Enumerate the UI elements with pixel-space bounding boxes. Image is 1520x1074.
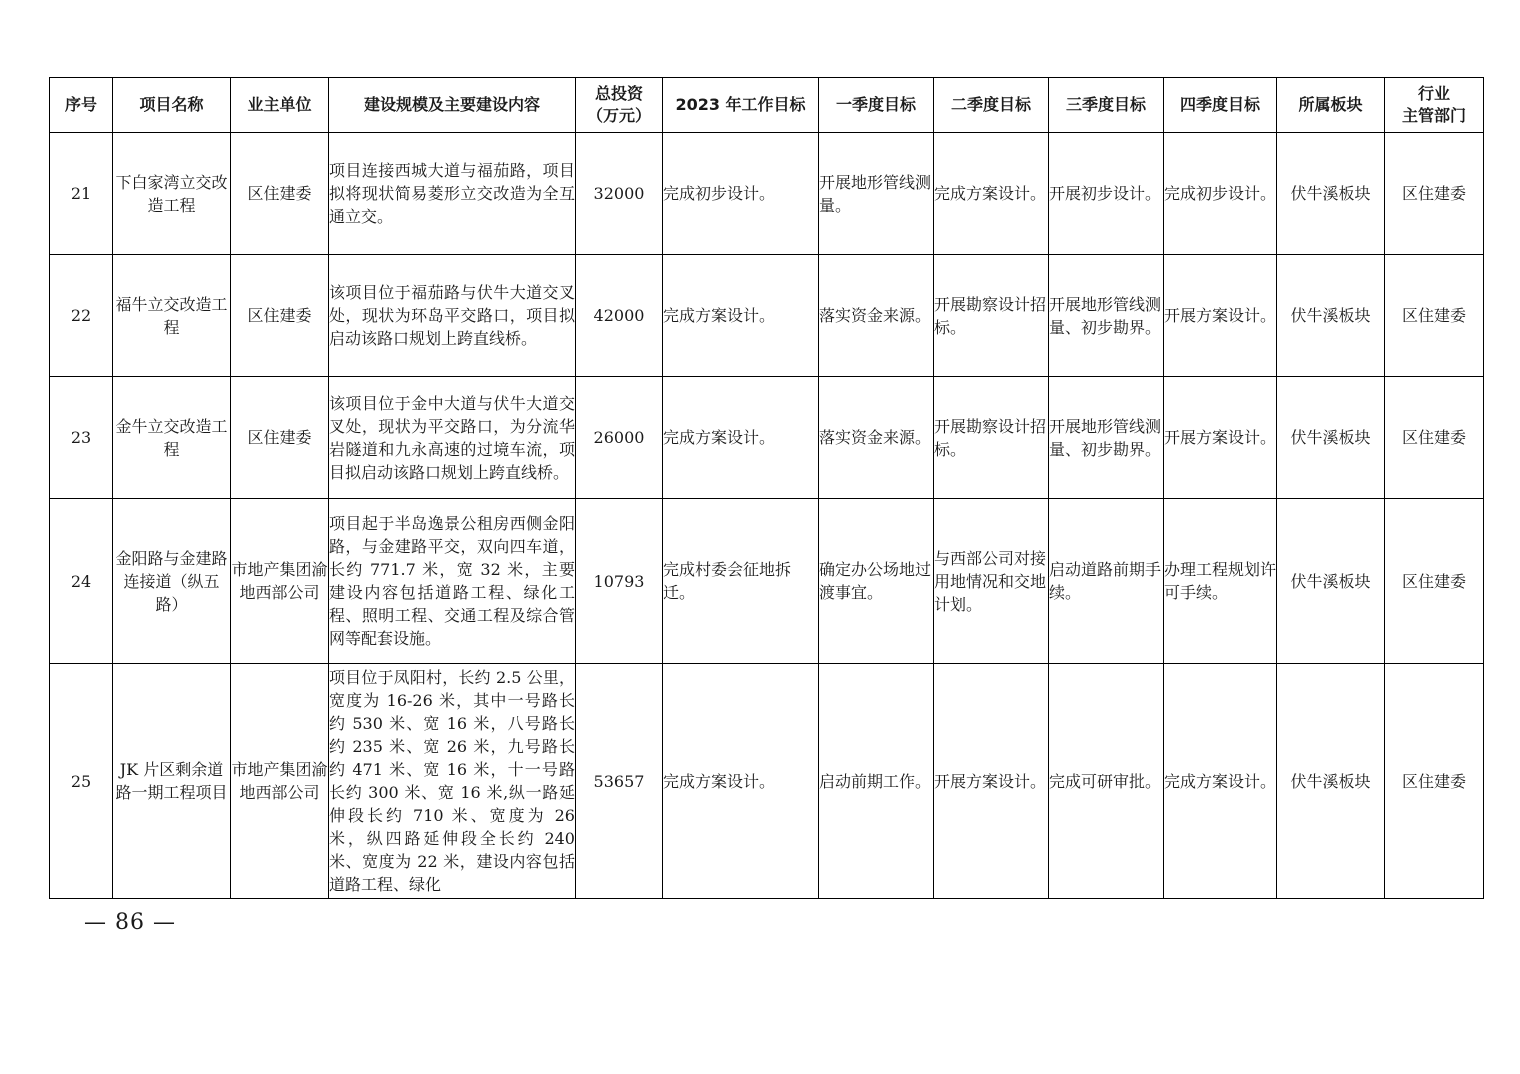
cell-owner-unit: 市地产集团渝地西部公司 [231, 499, 329, 664]
table-header-row [50, 78, 1484, 133]
cell-department: 区住建委 [1385, 133, 1484, 255]
header-owner-unit: 业主单位 [231, 78, 329, 133]
header-investment-line1: 总投资 [594, 84, 643, 103]
cell-q1-goal: 落实资金来源。 [819, 255, 934, 377]
cell-q2-goal: 开展勘察设计招标。 [934, 255, 1049, 377]
table-row [50, 255, 1484, 377]
cell-seq: 21 [50, 133, 113, 255]
header-department [1385, 78, 1484, 133]
cell-seq: 22 [50, 255, 113, 377]
cell-sector: 伏牛溪板块 [1277, 377, 1385, 499]
table-row [50, 499, 1484, 664]
cell-project-name: 福牛立交改造工程 [113, 255, 231, 377]
cell-seq: 24 [50, 499, 113, 664]
cell-project-name: JK 片区剩余道路一期工程项目 [113, 664, 231, 899]
cell-seq: 25 [50, 664, 113, 899]
header-dept-line2: 主管部门 [1401, 106, 1466, 125]
cell-q3-goal: 启动道路前期手续。 [1049, 499, 1164, 664]
cell-construction-scale: 项目起于半岛逸景公租房西侧金阳路，与金建路平交，双向四车道，长约 771.7 米，宽 32 米，主要建设内容包括道路工程、绿化工程、照明工程、交通工程及综合管网等配套设施。 [329, 499, 576, 664]
cell-construction-scale: 该项目位于福茄路与伏牛大道交叉处，现状为环岛平交路口，项目拟启动该路口规划上跨直线桥。 [329, 255, 576, 377]
header-q4-goal: 四季度目标 [1164, 78, 1277, 133]
cell-sector: 伏牛溪板块 [1277, 664, 1385, 899]
cell-sector: 伏牛溪板块 [1277, 133, 1385, 255]
cell-2023-goal: 完成方案设计。 [663, 255, 819, 377]
cell-2023-goal: 完成方案设计。 [663, 664, 819, 899]
table-row [50, 664, 1484, 899]
cell-q1-goal: 确定办公场地过渡事宜。 [819, 499, 934, 664]
cell-q1-goal: 开展地形管线测量。 [819, 133, 934, 255]
cell-q1-goal: 落实资金来源。 [819, 377, 934, 499]
cell-sector: 伏牛溪板块 [1277, 499, 1385, 664]
page-number: — 86 — [84, 910, 176, 935]
cell-q4-goal: 开展方案设计。 [1164, 255, 1277, 377]
cell-total-investment: 10793 [576, 499, 663, 664]
cell-q3-goal: 完成可研审批。 [1049, 664, 1164, 899]
cell-q2-goal: 开展方案设计。 [934, 664, 1049, 899]
cell-total-investment: 32000 [576, 133, 663, 255]
header-project-name: 项目名称 [113, 78, 231, 133]
header-dept-line1: 行业 [1417, 84, 1450, 103]
cell-construction-scale: 项目连接西城大道与福茄路，项目拟将现状简易菱形立交改造为全互通立交。 [329, 133, 576, 255]
cell-project-name: 金阳路与金建路连接道（纵五路） [113, 499, 231, 664]
table-row [50, 133, 1484, 255]
cell-owner-unit: 区住建委 [231, 133, 329, 255]
cell-q2-goal: 开展勘察设计招标。 [934, 377, 1049, 499]
cell-department: 区住建委 [1385, 664, 1484, 899]
cell-q3-goal: 开展地形管线测量、初步勘界。 [1049, 377, 1164, 499]
cell-q4-goal: 办理工程规划许可手续。 [1164, 499, 1277, 664]
header-q1-goal: 一季度目标 [819, 78, 934, 133]
cell-construction-scale: 该项目位于金中大道与伏牛大道交叉处，现状为平交路口，为分流华岩隧道和九永高速的过境车流，项目拟启动该路口规划上跨直线桥。 [329, 377, 576, 499]
table-row [50, 377, 1484, 499]
cell-q4-goal: 完成方案设计。 [1164, 664, 1277, 899]
cell-project-name: 金牛立交改造工程 [113, 377, 231, 499]
cell-total-investment: 53657 [576, 664, 663, 899]
cell-seq: 23 [50, 377, 113, 499]
cell-2023-goal: 完成村委会征地拆迁。 [663, 499, 819, 664]
header-sector: 所属板块 [1277, 78, 1385, 133]
cell-q2-goal: 完成方案设计。 [934, 133, 1049, 255]
header-q3-goal: 三季度目标 [1049, 78, 1164, 133]
cell-owner-unit: 区住建委 [231, 255, 329, 377]
header-2023-goal: 2023 年工作目标 [663, 78, 819, 133]
cell-owner-unit: 区住建委 [231, 377, 329, 499]
cell-q2-goal: 与西部公司对接用地情况和交地计划。 [934, 499, 1049, 664]
header-construction-scale: 建设规模及主要建设内容 [329, 78, 576, 133]
cell-q3-goal: 开展地形管线测量、初步勘界。 [1049, 255, 1164, 377]
cell-2023-goal: 完成方案设计。 [663, 377, 819, 499]
cell-department: 区住建委 [1385, 499, 1484, 664]
cell-2023-goal: 完成初步设计。 [663, 133, 819, 255]
header-total-investment [576, 78, 663, 133]
cell-owner-unit: 市地产集团渝地西部公司 [231, 664, 329, 899]
cell-department: 区住建委 [1385, 377, 1484, 499]
cell-sector: 伏牛溪板块 [1277, 255, 1385, 377]
project-table [49, 77, 1484, 899]
cell-project-name: 下白家湾立交改造工程 [113, 133, 231, 255]
header-investment-line2: （万元） [586, 106, 651, 125]
cell-department: 区住建委 [1385, 255, 1484, 377]
cell-total-investment: 42000 [576, 255, 663, 377]
cell-q3-goal: 开展初步设计。 [1049, 133, 1164, 255]
cell-q4-goal: 完成初步设计。 [1164, 133, 1277, 255]
cell-q1-goal: 启动前期工作。 [819, 664, 934, 899]
header-q2-goal: 二季度目标 [934, 78, 1049, 133]
header-seq: 序号 [50, 78, 113, 133]
cell-q4-goal: 开展方案设计。 [1164, 377, 1277, 499]
cell-total-investment: 26000 [576, 377, 663, 499]
cell-construction-scale: 项目位于凤阳村，长约 2.5 公里，宽度为 16-26 米，其中一号路长约 530 米、宽 16 米，八号路长约 235 米、宽 26 米，九号路长约 471 米、宽 16 米，十一号路长约 300 米、宽 16 米,纵一路延伸段长约 710 米、宽度为 26 米，纵四路延伸段全长约 240 米、宽度为 22 米，建设内容包括道路工程、绿化 [329, 664, 576, 899]
